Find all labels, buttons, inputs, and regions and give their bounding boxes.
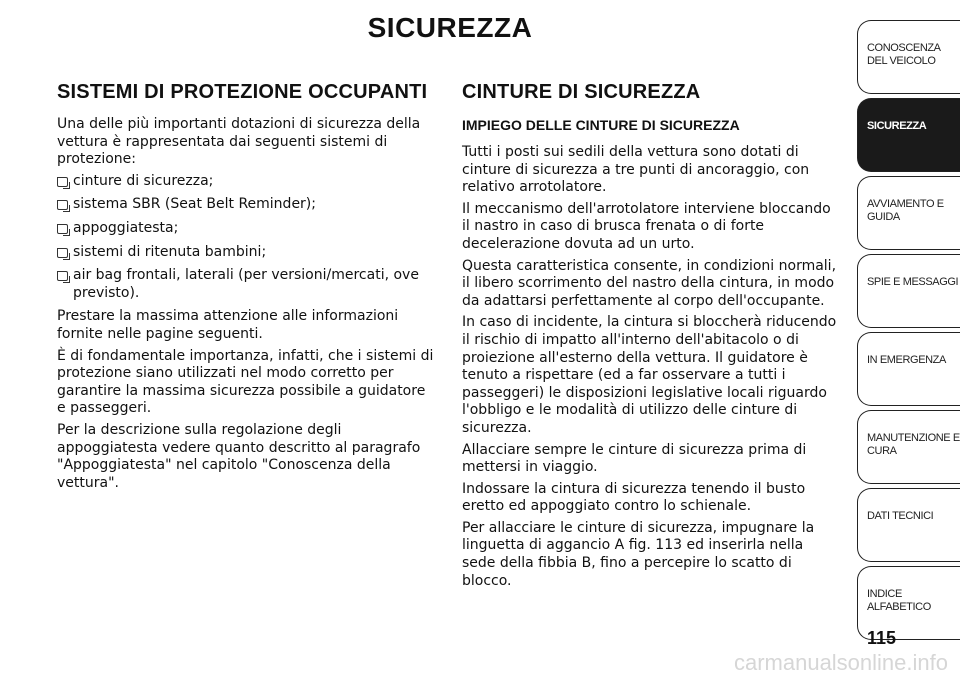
tab-label: INDICE ALFABETICO (867, 588, 931, 613)
bullet-icon (57, 248, 68, 258)
tab-label: DATI TECNICI (867, 510, 934, 522)
page-title: SICUREZZA (367, 12, 533, 43)
page-number: 115 (867, 628, 897, 648)
tab-manutenzione-e-cura[interactable] (857, 410, 960, 484)
tab-conoscenza-del-veicolo[interactable] (857, 20, 960, 94)
bullet-icon (57, 200, 68, 210)
tab-in-emergenza[interactable] (857, 332, 960, 406)
body-paragraph: Per allacciare le cinture di sicurezza, impugnare la linguetta di aggancio A fig. 113 ed inserirla nella sede della fibbia B, fino a percepire lo scatto di blocco. (462, 519, 815, 589)
tab-sicurezza[interactable] (857, 98, 960, 172)
right-column (462, 82, 838, 594)
list-item-text: sistema SBR (Seat Belt Reminder); (73, 196, 316, 213)
tab-dati-tecnici[interactable] (857, 488, 960, 562)
body-paragraph: È di fondamentale importanza, infatti, che i sistemi di protezione siano utilizzati nel modo corretto per garantire la massima sicurezza possibile a guidatore e passeggeri. (57, 347, 434, 417)
tab-label: SICUREZZA (867, 120, 927, 132)
tab-label: MANUTENZIONE E CURA (867, 432, 960, 457)
intro-paragraph: Una delle più importanti dotazioni di sicurezza della vettura è rappresentata dai seguenti sistemi di protezione: (57, 116, 421, 168)
bullet-icon (57, 224, 68, 234)
list-item (57, 173, 437, 191)
body-paragraph: Il meccanismo dell'arrotolatore interviene bloccando il nastro in caso di brusca frenata o di forte decelerazione dovuta ad un urto. (462, 200, 831, 252)
bullet-icon (57, 177, 68, 187)
tab-label: IN EMERGENZA (867, 354, 946, 366)
tab-label: SPIE E MESSAGGI (867, 276, 959, 288)
section-heading-occupant-protection: SISTEMI DI PROTEZIONE OCCUPANTI (57, 81, 428, 103)
list-item-text: air bag frontali, laterali (per versioni/mercati, ove previsto). (73, 267, 419, 301)
list-item (57, 196, 437, 214)
section-heading-seat-belts: CINTURE DI SICUREZZA (462, 81, 701, 103)
tab-avviamento-e-guida[interactable] (857, 176, 960, 250)
body-paragraph: Allacciare sempre le cinture di sicurezza prima di mettersi in viaggio. (462, 441, 807, 476)
tab-spie-e-messaggi[interactable] (857, 254, 960, 328)
tab-label: CONOSCENZA DEL VEICOLO (867, 42, 941, 67)
watermark: carmanualsonline.info (733, 650, 948, 675)
tab-label: AVVIAMENTO E GUIDA (867, 198, 944, 223)
list-item (57, 267, 437, 302)
body-paragraph: Questa caratteristica consente, in condizioni normali, il libero scorrimento del nastro della cintura, in modo da adattarsi perfettamente al corpo dell'occupante. (462, 257, 837, 309)
list-item-text: cinture di sicurezza; (73, 172, 214, 189)
body-paragraph: In caso di incidente, la cintura si bloccherà riducendo il rischio di impatto all'interno dell'abitacolo o di proiezione all'esterno della vettura. Il guidatore è tenuto a rispettare (ed a far osservare a tutti i passeggeri) le disposizioni legislative locali riguardo l'obbligo e le modalità di utilizzo delle cinture di sicurezza. (462, 314, 837, 436)
list-item (57, 244, 437, 262)
body-paragraph: Per la descrizione sulla regolazione degli appoggiatesta vedere quanto descritto al paragrafo "Appoggiatesta" nel capitolo "Conoscenza della vettura". (57, 421, 421, 491)
chapter-tabs (857, 20, 960, 644)
body-paragraph: Prestare la massima attenzione alle informazioni fornite nelle pagine seguenti. (57, 308, 399, 342)
list-item-text: appoggiatesta; (73, 219, 179, 236)
left-column (57, 82, 437, 496)
subsection-heading-seat-belt-use: IMPIEGO DELLE CINTURE DI SICUREZZA (462, 117, 740, 133)
protection-systems-list (57, 173, 437, 303)
body-paragraph: Indossare la cintura di sicurezza tenendo il busto eretto ed appoggiato contro lo schienale. (462, 480, 806, 515)
list-item-text: sistemi di ritenuta bambini; (73, 243, 267, 260)
body-paragraph: Tutti i posti sui sedili della vettura sono dotati di cinture di sicurezza a tre punti di ancoraggio, con relativo arrotolatore. (462, 144, 810, 196)
list-item (57, 220, 437, 238)
bullet-icon (57, 271, 68, 281)
